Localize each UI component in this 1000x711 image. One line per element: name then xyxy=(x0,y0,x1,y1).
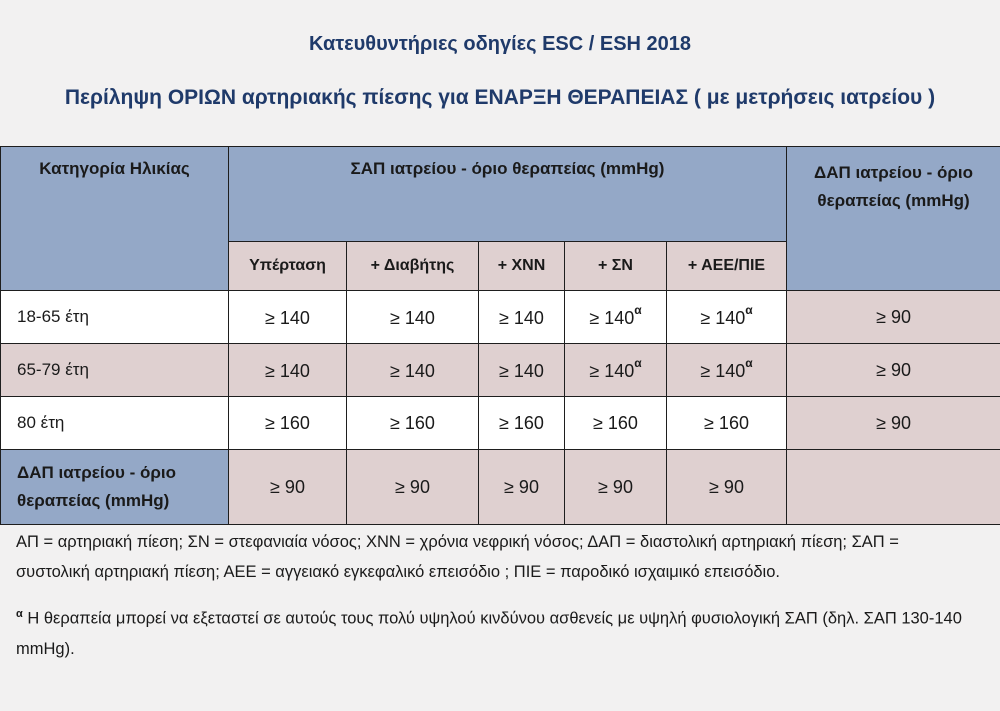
age-label: 65-79 έτη xyxy=(1,344,229,397)
sap-value: ≥ $140^\alpha$ xyxy=(565,344,667,397)
page-title: Κατευθυντήριες οδηγίες ESC / ESH 2018 xyxy=(308,33,692,55)
sap-value: ≥ 140 xyxy=(347,344,479,397)
subheader-diabetes: + Διαβήτης xyxy=(347,242,479,291)
subheader-stroke-tia: + ΑΕΕ/ΠΙΕ xyxy=(667,242,787,291)
sap-value: ≥ 160 xyxy=(565,397,667,450)
dap-value: ≥ 90 xyxy=(667,450,787,525)
dap-value: ≥ 90 xyxy=(787,397,1000,450)
sap-value: ≥ 140 xyxy=(479,344,565,397)
dap-value: ≥ 90 xyxy=(787,291,1000,344)
abbreviations-note: ΑΠ = αρτηριακή πίεση; ΣΝ = στεφανιαία νόσος; ΧΝΝ = χρόνια νεφρική νόσος; ΔΑΠ = διαστολική αρτηριακή πίεση; ΣΑΠ = συστολική αρτηριακή πίεση; ΑΕΕ = αγγειακό εγκεφαλικό επεισόδιο ; ΠΙΕ = παροδικό ισχαιμικό επεισόδιο. xyxy=(16,533,899,581)
sap-value: ≥ $140^\alpha$ xyxy=(667,344,787,397)
subheader-hypertension: Υπέρταση xyxy=(229,242,347,291)
thresholds-table xyxy=(0,146,1000,525)
sap-value: ≥ 140 xyxy=(347,291,479,344)
sap-value: ≥ 160 xyxy=(229,397,347,450)
table-row xyxy=(1,291,1000,344)
age-category-header: Κατηγορία Ηλικίας xyxy=(1,147,229,291)
dap-value: ≥ 90 xyxy=(229,450,347,525)
sap-threshold-header: ΣΑΠ ιατρείου - όριο θεραπείας (mmHg) xyxy=(229,147,787,242)
empty-cell xyxy=(787,450,1000,525)
dap-value: ≥ 90 xyxy=(565,450,667,525)
dap-value: ≥ 90 xyxy=(479,450,565,525)
sap-value: ≥ $140^\alpha$ xyxy=(565,291,667,344)
page-subtitle: Περίληψη ΟΡΙΩΝ αρτηριακής πίεσης για ΕΝΑΡΞΗ ΘΕΡΑΠΕΙΑΣ ( με μετρήσεις ιατρείου ) xyxy=(64,86,936,109)
sap-value: ≥ 140 xyxy=(479,291,565,344)
footnote-mark: α xyxy=(16,608,23,620)
sap-value: ≥ 140 xyxy=(229,344,347,397)
subheader-cad: + ΣΝ xyxy=(565,242,667,291)
subheader-ckd: + ΧΝΝ xyxy=(479,242,565,291)
sap-value: ≥ 140 xyxy=(229,291,347,344)
sap-value: ≥ 160 xyxy=(347,397,479,450)
table-row xyxy=(1,397,1000,450)
dap-value: ≥ 90 xyxy=(347,450,479,525)
notes-section xyxy=(16,527,976,664)
footnote-text: Η θεραπεία μπορεί να εξεταστεί σε αυτούς τους πολύ υψηλού κινδύνου ασθενείς με υψηλή φυσιολογική ΣΑΠ (δηλ. ΣΑΠ 130-140 mmHg). xyxy=(16,609,962,658)
dap-value: ≥ 90 xyxy=(787,344,1000,397)
footnote xyxy=(16,599,976,664)
sap-value: ≥ $140^\alpha$ xyxy=(667,291,787,344)
table-row xyxy=(1,450,1000,525)
sap-value: ≥ 160 xyxy=(667,397,787,450)
age-label: 80 έτη xyxy=(1,397,229,450)
dap-threshold-header: ΔΑΠ ιατρείου - όριο θεραπείας (mmHg) xyxy=(787,147,1000,291)
age-label: 18-65 έτη xyxy=(1,291,229,344)
sap-value: ≥ 160 xyxy=(479,397,565,450)
dap-row-label: ΔΑΠ ιατρείου - όριο θεραπείας (mmHg) xyxy=(1,450,229,525)
table-row xyxy=(1,344,1000,397)
